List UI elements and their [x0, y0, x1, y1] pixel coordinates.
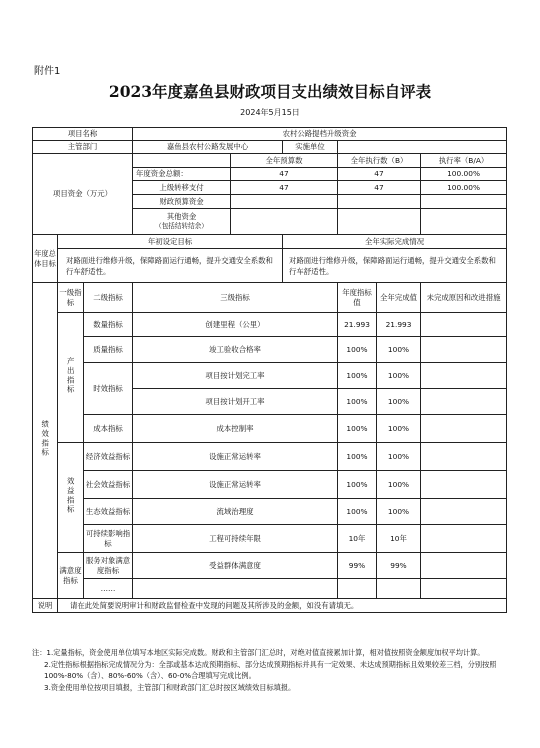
- economic-reason: [421, 443, 507, 471]
- ecological-reason: [421, 499, 507, 525]
- empty-cell: [133, 579, 338, 599]
- funds-row-rate: 100.00%: [421, 168, 507, 181]
- goal-label: 年度总体目标: [33, 235, 58, 283]
- quantity-reason: [421, 313, 507, 337]
- goal-initial-head: 年初设定目标: [58, 235, 283, 249]
- footnotes: [32, 647, 508, 693]
- cost-target: 100%: [338, 415, 377, 443]
- sustainability-indicator: 可持续影响指标: [84, 525, 133, 553]
- perf-label-text: 绩效指标: [40, 420, 50, 459]
- cost-reason: [421, 415, 507, 443]
- economic-indicator: 经济效益指标: [84, 443, 133, 471]
- funds-row-label: 财政预算资金: [133, 195, 231, 209]
- cost-actual: 100%: [377, 415, 421, 443]
- output-indicators: [58, 313, 84, 443]
- ecological-actual: 100%: [377, 499, 421, 525]
- ecological-indicator: 生态效益指标: [84, 499, 133, 525]
- goal-actual-head: 全年实际完成情况: [283, 235, 507, 249]
- funds-row-budget: [231, 209, 338, 235]
- perf-label: [33, 283, 58, 599]
- output-indicators-text: 产出指标: [66, 357, 76, 396]
- dept-value: 嘉鱼县农村公路发展中心: [133, 141, 283, 154]
- timeliness-item-completion: 项目按计划完工率: [133, 363, 338, 389]
- social-target: 100%: [338, 471, 377, 499]
- funds-row-rate: [421, 195, 507, 209]
- funds-row-label: 年度资金总额：: [133, 168, 231, 181]
- funds-row-budget: 47: [231, 181, 338, 195]
- funds-row-rate: 100.00%: [421, 181, 507, 195]
- report-date: 2024年5月15日: [240, 108, 300, 117]
- project-name-label: 项目名称: [33, 128, 133, 141]
- quality-item: 竣工验收合格率: [133, 337, 338, 363]
- quantity-actual: 21.993: [377, 313, 421, 337]
- funds-col-budget: 全年预算数: [231, 154, 338, 168]
- quantity-item: 创建里程（公里）: [133, 313, 338, 337]
- satisfaction-indicators: 满意度指标: [58, 553, 84, 599]
- economic-actual: 100%: [377, 443, 421, 471]
- service-satisfaction-indicator: 服务对象满意度指标: [84, 553, 133, 579]
- funds-row-rate: [421, 209, 507, 235]
- timeliness-actual: 100%: [377, 389, 421, 415]
- funds-row-label: 上级转移支付: [133, 181, 231, 195]
- quality-target: 100%: [338, 337, 377, 363]
- cost-indicator: 成本指标: [84, 415, 133, 443]
- funds-col-exec: 全年执行数（B）: [338, 154, 421, 168]
- page-title: 2023年度嘉鱼县财政项目支出绩效目标自评表: [108, 82, 432, 101]
- economic-item: 设施正常运转率: [133, 443, 338, 471]
- project-name-value: 农村公路提档升级资金: [133, 128, 507, 141]
- service-satisfaction-item: 受益群体满意度: [133, 553, 338, 579]
- quality-actual: 100%: [377, 337, 421, 363]
- funds-row-budget: 47: [231, 168, 338, 181]
- timeliness-actual: 100%: [377, 363, 421, 389]
- impl-unit-value: [338, 141, 507, 154]
- empty-cell: [377, 579, 421, 599]
- header-target: 年度指标值: [338, 283, 377, 313]
- footnote-3: 3.资金使用单位按项目填报，主管部门和财政部门汇总时按区域绩效目标填报。: [44, 682, 296, 692]
- funds-row-exec: 47: [338, 168, 421, 181]
- header-level2: 二级指标: [84, 283, 133, 313]
- service-satisfaction-reason: [421, 553, 507, 579]
- dept-label: 主管部门: [33, 141, 133, 154]
- quantity-target: 21.993: [338, 313, 377, 337]
- remark-label: 说明: [33, 599, 58, 613]
- timeliness-target: 100%: [338, 363, 377, 389]
- funds-blank-header: [133, 154, 231, 168]
- funds-row-exec: [338, 195, 421, 209]
- social-actual: 100%: [377, 471, 421, 499]
- funds-label: 项目资金（万元）: [33, 154, 133, 235]
- social-item: 设施正常运转率: [133, 471, 338, 499]
- ellipsis-row: ……: [84, 579, 133, 599]
- empty-cell: [338, 579, 377, 599]
- cost-item: 成本控制率: [133, 415, 338, 443]
- economic-target: 100%: [338, 443, 377, 471]
- sustainability-actual: 10年: [377, 525, 421, 553]
- quality-reason: [421, 337, 507, 363]
- header-level1: 一级指标: [58, 283, 84, 313]
- goal-initial-text: 对路面进行维修升级，保障路面运行通畅，提升交通安全系数和行车舒适性。: [58, 249, 283, 283]
- social-indicator: 社会效益指标: [84, 471, 133, 499]
- service-satisfaction-target: 99%: [338, 553, 377, 579]
- remark-text: 请在此处简要说明审计和财政监督检查中发现的问题及其所涉及的金额，如没有请填无。: [58, 599, 507, 613]
- sustainability-reason: [421, 525, 507, 553]
- benefit-indicators-text: 效益指标: [66, 477, 76, 516]
- funds-other-sub: （包括结转结余）: [155, 221, 208, 230]
- empty-cell: [421, 579, 507, 599]
- header-level3: 三级指标: [133, 283, 338, 313]
- funds-col-rate: 执行率（B/A）: [421, 154, 507, 168]
- sustainability-item: 工程可持续年限: [133, 525, 338, 553]
- funds-row-budget: [231, 195, 338, 209]
- attachment-label: 附件1: [34, 66, 61, 77]
- funds-other-label: 其他资金: [166, 212, 197, 221]
- header-reason: 未完成原因和改进措施: [421, 283, 507, 313]
- footnote-2: 2.定性指标根据指标完成情况分为：全部或基本达成预期指标、部分达成预期指标并具有一定效果、未达成预期指标且效果较差三档，分别按照100%-80%（含）、80%-60%（含）、60-0%合理填写完成比例。: [44, 659, 497, 680]
- timeliness-reason: [421, 389, 507, 415]
- funds-row-label: [133, 209, 231, 235]
- funds-row-exec: [338, 209, 421, 235]
- timeliness-reason: [421, 363, 507, 389]
- timeliness-indicator: 时效指标: [84, 363, 133, 415]
- ecological-item: 流域治理度: [133, 499, 338, 525]
- impl-unit-label: 实施单位: [283, 141, 338, 154]
- funds-row-exec: 47: [338, 181, 421, 195]
- header-actual: 全年完成值: [377, 283, 421, 313]
- ecological-target: 100%: [338, 499, 377, 525]
- goal-actual-text: 对路面进行维修升级，保障路面运行通畅，提升交通安全系数和行车舒适性。: [283, 249, 507, 283]
- evaluation-table: [32, 127, 507, 613]
- social-reason: [421, 471, 507, 499]
- quality-indicator: 质量指标: [84, 337, 133, 363]
- timeliness-target: 100%: [338, 389, 377, 415]
- footnote-1: 注：1.定量指标，资金使用单位填写本地区实际完成数。财政和主管部门汇总时，对绝对值直接累加计算，相对值按照资金额度加权平均计算。: [32, 648, 485, 657]
- quantity-indicator: 数量指标: [84, 313, 133, 337]
- service-satisfaction-actual: 99%: [377, 553, 421, 579]
- sustainability-target: 10年: [338, 525, 377, 553]
- benefit-indicators: [58, 443, 84, 553]
- timeliness-item-start: 项目按计划开工率: [133, 389, 338, 415]
